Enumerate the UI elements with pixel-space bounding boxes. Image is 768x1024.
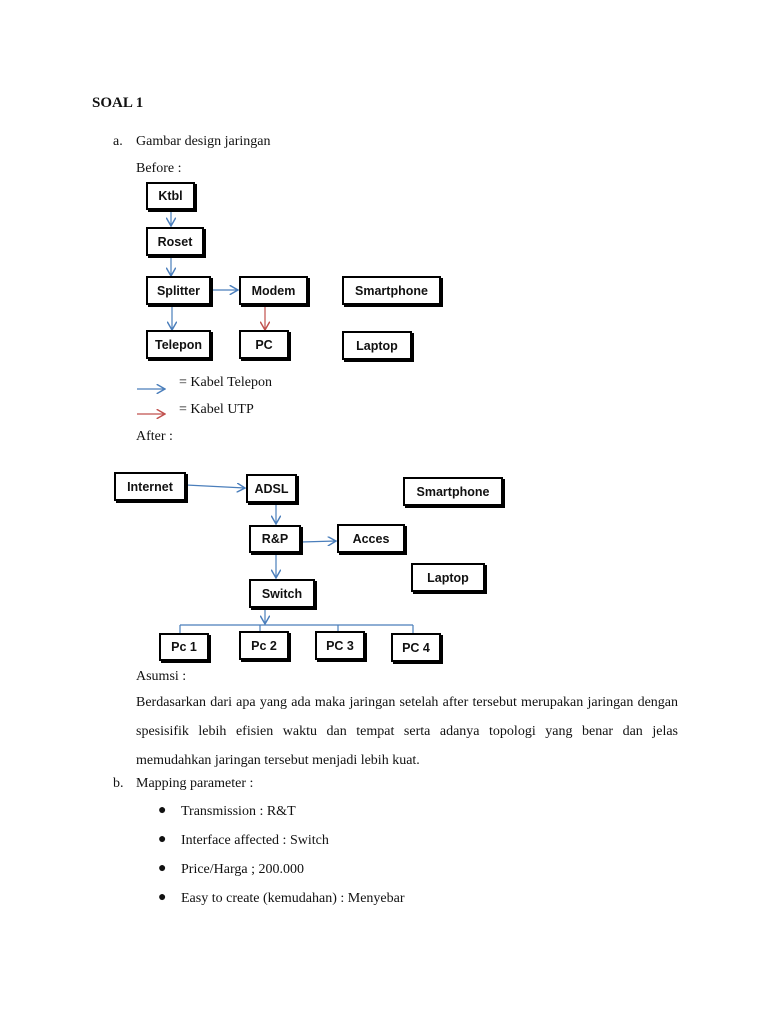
section-b-heading: Mapping parameter :	[136, 776, 254, 791]
node-telepon: Telepon	[146, 330, 211, 359]
mapping-item-price: Price/Harga ; 200.000	[181, 862, 304, 877]
legend-utp-label: = Kabel UTP	[179, 402, 254, 417]
rp-acces-link	[301, 541, 336, 542]
node-internet: Internet	[114, 472, 186, 501]
mapping-item-ease: Easy to create (kemudahan) : Menyebar	[181, 891, 405, 906]
node-acces: Acces	[337, 524, 405, 553]
bullet-dot: ●	[158, 803, 167, 818]
node-pc: PC	[239, 330, 289, 359]
bullet-dot: ●	[158, 832, 167, 847]
node-laptop-before: Laptop	[342, 331, 412, 360]
asumsi-paragraph: Berdasarkan dari apa yang ada maka jaringan setelah after tersebut merupakan jaringan dengan spesisifik lebih efisien waktu dan tempat serta adanya topologi yang benar dan jelas memudahkan jaringan tersebut menjadi lebih kuat.	[136, 695, 678, 768]
node-ktbl: Ktbl	[146, 182, 195, 210]
node-laptop-after: Laptop	[411, 563, 485, 592]
section-a-marker: a.	[113, 134, 123, 149]
node-modem: Modem	[239, 276, 308, 305]
internet-adsl-link	[186, 485, 245, 488]
section-b-marker: b.	[113, 776, 124, 791]
node-smartphone-before: Smartphone	[342, 276, 441, 305]
asumsi-label: Asumsi :	[136, 669, 187, 684]
node-smartphone-after: Smartphone	[403, 477, 503, 506]
page-title: SOAL 1	[92, 95, 144, 111]
after-label: After :	[136, 429, 173, 444]
mapping-item-transmission: Transmission : R&T	[181, 804, 296, 819]
mapping-item-interface: Interface affected : Switch	[181, 833, 329, 848]
switch-bus	[180, 625, 413, 633]
node-pc4: PC 4	[391, 633, 441, 662]
node-pc2: Pc 2	[239, 631, 289, 660]
before-label: Before :	[136, 161, 182, 176]
section-a-heading: Gambar design jaringan	[136, 134, 271, 149]
bullet-dot: ●	[158, 890, 167, 905]
bullet-dot: ●	[158, 861, 167, 876]
node-adsl: ADSL	[246, 474, 297, 503]
node-switch: Switch	[249, 579, 315, 608]
node-roset: Roset	[146, 227, 204, 256]
legend-phone-label: = Kabel Telepon	[179, 375, 272, 390]
node-pc1: Pc 1	[159, 633, 209, 661]
node-rp: R&P	[249, 525, 301, 553]
node-pc3: PC 3	[315, 631, 365, 660]
node-splitter: Splitter	[146, 276, 211, 305]
